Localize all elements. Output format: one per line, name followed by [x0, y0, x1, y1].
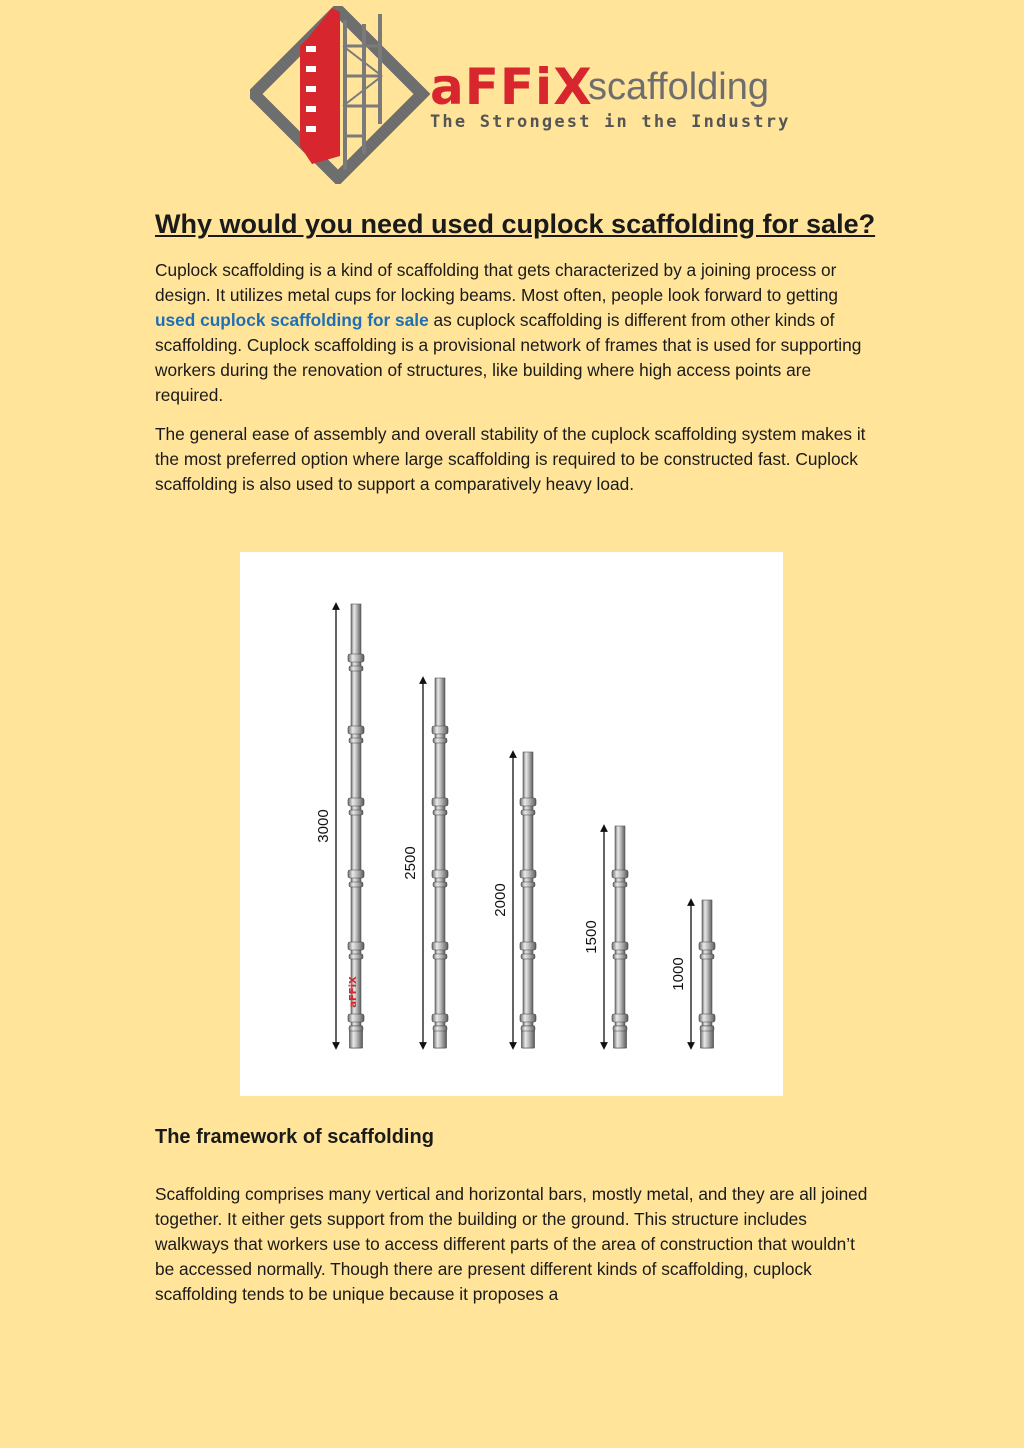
cup-ring-lower: [521, 810, 535, 815]
cup-ring: [348, 798, 364, 806]
standard-2500: [402, 678, 448, 1048]
cup-ring: [348, 654, 364, 662]
page-title: Why would you need used cuplock scaffolding for sale?: [155, 209, 876, 239]
cup-ring-lower: [349, 954, 363, 959]
cuplock-standards-illustration: [240, 552, 783, 1096]
cup-ring-lower: [613, 954, 627, 959]
cup-ring-lower: [349, 666, 363, 671]
intro-text-start: Cuplock scaffolding is a kind of scaffolding that gets characterized by a joining process or design. It utilizes metal cups for locking beams. Most often, people look forward to getting: [155, 260, 838, 305]
cup-ring: [432, 798, 448, 806]
cup-ring-lower: [700, 954, 714, 959]
cup-ring: [612, 942, 628, 950]
cup-ring-lower: [613, 1026, 627, 1031]
standard-1000: [670, 900, 715, 1048]
cup-ring: [520, 798, 536, 806]
standard-pipe: [523, 752, 533, 1048]
cup-ring-lower: [433, 1026, 447, 1031]
brand-name: aFFiX: [430, 58, 593, 116]
cup-ring: [432, 942, 448, 950]
cup-ring: [520, 1014, 536, 1022]
cup-ring-lower: [433, 810, 447, 815]
used-cuplock-link[interactable]: used cuplock scaffolding for sale: [155, 310, 429, 330]
cup-ring-lower: [433, 882, 447, 887]
affix-logo: [250, 6, 791, 184]
length-label: 3000: [315, 809, 332, 843]
brand-tagline: The Strongest in the Industry: [430, 112, 791, 132]
cup-ring: [612, 1014, 628, 1022]
cup-ring: [432, 726, 448, 734]
cup-ring: [348, 870, 364, 878]
cup-ring: [612, 870, 628, 878]
cup-ring-lower: [349, 882, 363, 887]
cup-ring: [348, 1014, 364, 1022]
brand-suffix: scaffolding: [588, 66, 769, 108]
cup-ring-lower: [613, 882, 627, 887]
intro-paragraph: [155, 258, 875, 408]
cup-ring-lower: [521, 954, 535, 959]
cup-ring-lower: [349, 738, 363, 743]
cup-ring: [520, 942, 536, 950]
standard-1500: [583, 826, 628, 1048]
cup-ring-lower: [521, 882, 535, 887]
cup-ring: [348, 726, 364, 734]
intro-text-end: as cuplock scaffolding is different from other kinds of scaffolding. Cuplock scaffolding is a provisional network of frames that is used for supporting workers during the renovation of structures, like building where high access points are required.: [155, 310, 862, 405]
cuplock-standards-image: [240, 552, 783, 1096]
cup-ring: [699, 1014, 715, 1022]
length-label: 1500: [583, 920, 600, 954]
cup-ring: [432, 870, 448, 878]
cup-ring: [699, 942, 715, 950]
length-label: 2500: [402, 846, 419, 880]
length-label: 1000: [670, 957, 687, 991]
cup-ring-lower: [521, 1026, 535, 1031]
cup-ring-lower: [349, 810, 363, 815]
cup-ring: [348, 942, 364, 950]
standard-2000: [492, 752, 536, 1048]
cup-ring-lower: [433, 954, 447, 959]
length-label: 2000: [492, 883, 509, 917]
cup-ring-lower: [433, 738, 447, 743]
cup-ring: [432, 1014, 448, 1022]
affix-stamp: aFFiX: [348, 976, 359, 1008]
logo-emblem-icon: [250, 6, 430, 184]
cup-ring: [520, 870, 536, 878]
assembly-paragraph: The general ease of assembly and overall stability of the cuplock scaffolding system makes it the most preferred option where large scaffolding is required to be constructed fast. Cuplock scaffolding is also used to support a comparatively heavy load.: [155, 424, 866, 494]
cup-ring-lower: [700, 1026, 714, 1031]
cup-ring-lower: [349, 1026, 363, 1031]
framework-paragraph: Scaffolding comprises many vertical and horizontal bars, mostly metal, and they are all joined together. It either gets support from the building or the ground. This structure includes walkways that workers use to access different parts of the area of construction that wouldn’t be accessed normally. Though there are present different kinds of scaffolding, cuplock scaffolding tends to be unique because it proposes a: [155, 1184, 868, 1304]
framework-heading: The framework of scaffolding: [155, 1126, 434, 1148]
